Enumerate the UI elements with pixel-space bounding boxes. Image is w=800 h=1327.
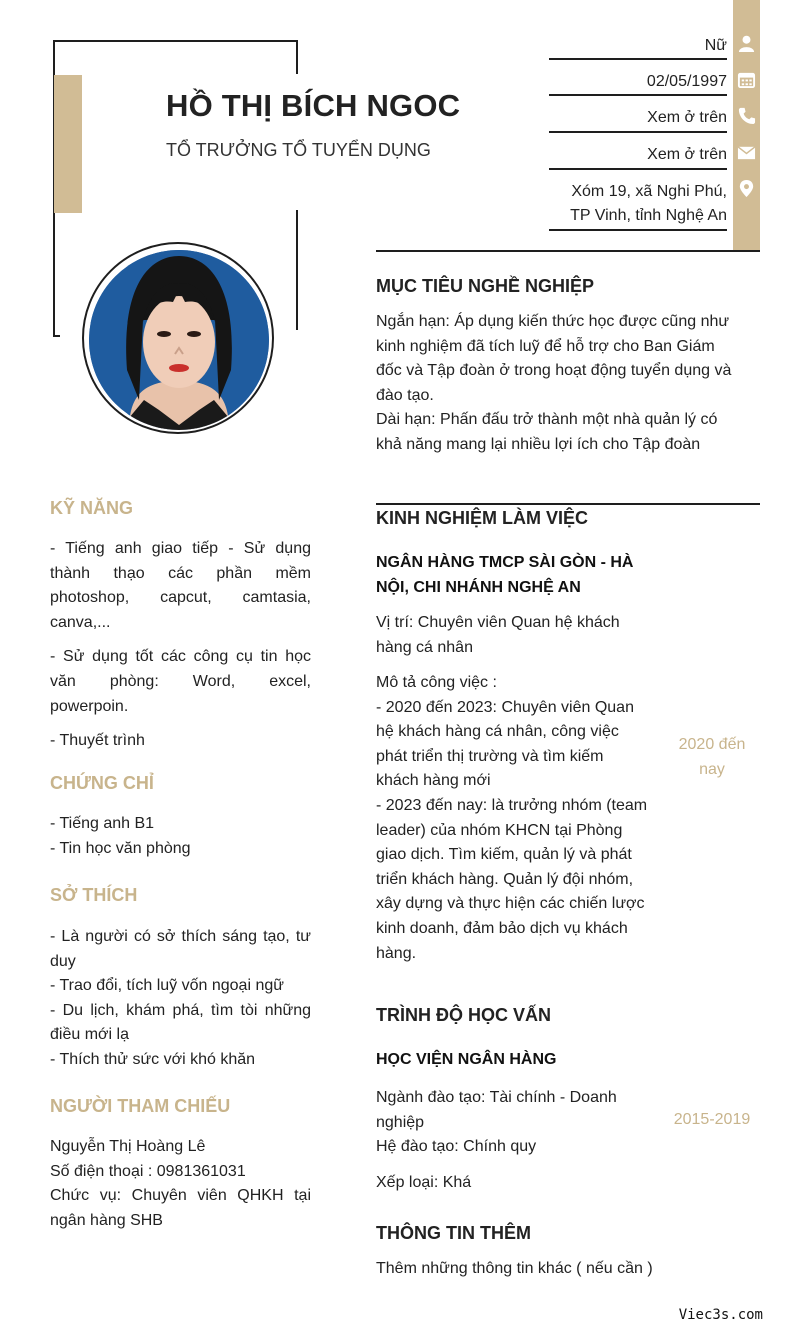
education-grade: Xếp loại: Khá [376, 1174, 472, 1191]
hobby-line: - Thích thử sức với khó khăn [50, 1050, 256, 1068]
mail-icon [737, 143, 756, 162]
contact-gender: Nữ [704, 37, 727, 54]
objective-line: Ngắn hạn: Áp dụng kiến thức học được cũng như [376, 313, 730, 330]
hobbies-title: SỞ THÍCH [50, 885, 138, 905]
company-name-line: NỘI, CHI NHÁNH NGHỆ AN [376, 578, 581, 596]
position-line: hàng cá nhân [376, 638, 473, 656]
skill-item [50, 645, 311, 719]
experience-title: KINH NGHIỆM LÀM VIỆC [376, 508, 589, 528]
description-line: hàng. [376, 944, 417, 962]
objective-text [376, 310, 760, 458]
hobbies-list [50, 925, 311, 1073]
skill-line: photoshop, capcut, camtasia, [50, 589, 311, 607]
company-name-line: NGÂN HÀNG TMCP SÀI GÒN - HÀ [376, 554, 634, 571]
portrait-illustration [89, 250, 269, 430]
contact-divider [549, 94, 727, 96]
contact-divider [549, 229, 727, 231]
contact-phone: Xem ở trên [647, 109, 727, 126]
skill-line: canva,... [50, 613, 111, 631]
phone-icon [737, 106, 756, 125]
skill-line: - Tiếng anh giao tiếp - Sử dụng [50, 540, 311, 557]
objective-line: đào tạo. [376, 386, 434, 404]
school-name: HỌC VIỆN NGÂN HÀNG [376, 1051, 557, 1068]
skill-line: thành thạo các phần mềm [50, 564, 311, 582]
skills-list [50, 537, 311, 754]
skill-item: - Thuyết trình [50, 732, 145, 750]
skill-line: powerpoin. [50, 697, 129, 715]
reference-line: Số điện thoại : 0981361031 [50, 1162, 246, 1180]
education-details [376, 1086, 617, 1160]
education-date: 2015-2019 [673, 1111, 751, 1128]
hobby-line: điều mới lạ [50, 1026, 129, 1044]
objective-line: khả năng mang lại nhiều lợi ích cho Tập đoàn [376, 435, 701, 453]
description-line: kinh doanh, đảm bảo dịch vụ khách [376, 919, 628, 937]
avatar [89, 250, 269, 430]
description-line: leader) của nhóm KHCN tại Phòng [376, 821, 623, 839]
contact-divider [549, 58, 727, 60]
description-line: Mô tả công việc : [376, 674, 497, 691]
reference-line: Chức vụ: Chuyên viên QHKH tại [50, 1187, 311, 1205]
hobby-line: - Trao đổi, tích luỹ vốn ngoại ngữ [50, 977, 284, 995]
user-icon [737, 34, 756, 53]
education-major-line: nghiệp [376, 1113, 425, 1131]
contact-divider [549, 131, 727, 133]
position-line: Vị trí: Chuyên viên Quan hệ khách [376, 614, 620, 631]
additional-text: Thêm những thông tin khác ( nếu cần ) [376, 1260, 653, 1277]
objective-line: đốc và Tập đoàn ở trong hoạt động tuyển dụng và [376, 362, 732, 380]
position [376, 611, 620, 660]
contact-divider [549, 168, 727, 170]
additional-title: THÔNG TIN THÊM [376, 1223, 531, 1243]
section-divider [376, 250, 760, 252]
hobby-line: duy [50, 952, 76, 970]
skill-item [50, 537, 311, 635]
education-title: TRÌNH ĐỘ HỌC VẤN [376, 1005, 551, 1025]
footer-brand: Viec3s.com [678, 1307, 763, 1323]
skill-line: văn phòng: Word, excel, [50, 672, 311, 690]
section-divider [376, 503, 760, 505]
reference-line: ngân hàng SHB [50, 1211, 163, 1229]
contact-email: Xem ở trên [647, 146, 727, 163]
experience-date-line: 2020 đến [678, 736, 746, 753]
certificates-list [50, 812, 191, 861]
hobby-line: - Du lịch, khám phá, tìm tòi những [50, 1001, 311, 1019]
skill-line: - Sử dụng tốt các công cụ tin học [50, 648, 311, 666]
location-icon [737, 179, 756, 198]
description-line: hệ khách hàng cá nhân, công việc [376, 723, 619, 741]
experience-date-line: nay [699, 760, 725, 778]
description-line: giao dịch. Tìm kiếm, quản lý và phát [376, 846, 632, 864]
description-line: - 2020 đến 2023: Chuyên viên Quan [376, 698, 634, 716]
job-description [376, 671, 671, 966]
description-line: khách hàng mới [376, 772, 491, 790]
education-mode: Hệ đào tạo: Chính quy [376, 1138, 537, 1156]
contact-birthday: 02/05/1997 [646, 73, 727, 90]
description-line: phát triển thị trường và tìm kiếm [376, 747, 604, 765]
calendar-icon [737, 70, 756, 89]
contact-address-line2: TP Vinh, tỉnh Nghệ An [570, 207, 727, 224]
certificate-item: - Tin học văn phòng [50, 839, 191, 857]
certificate-item: - Tiếng anh B1 [50, 815, 155, 832]
reference-line: Nguyễn Thị Hoàng Lê [50, 1138, 206, 1155]
hobby-line: - Là người có sở thích sáng tạo, tư [50, 928, 311, 945]
company-name [376, 551, 633, 600]
objective-line: kinh nghiệm đã tích luỹ để hỗ trợ cho Ban Giám [376, 337, 715, 355]
references-list [50, 1135, 311, 1233]
objective-line: Dài hạn: Phấn đấu trở thành một nhà quản lý có [376, 411, 718, 429]
contact-address-line1: Xóm 19, xã Nghi Phú, [571, 183, 727, 200]
certificates-title: CHỨNG CHỈ [50, 773, 154, 793]
description-line: triển khách hàng. Quản lý đội nhóm, [376, 870, 634, 888]
experience-date [662, 733, 762, 782]
references-title: NGƯỜI THAM CHIẾU [50, 1096, 231, 1116]
description-line: - 2023 đến nay: là trưởng nhóm (team [376, 796, 648, 814]
accent-bar [54, 75, 82, 213]
education-major-line: Ngành đào tạo: Tài chính - Doanh [376, 1089, 617, 1106]
candidate-name: HỒ THỊ BÍCH NGOC [166, 88, 461, 123]
description-line: xây dựng và thực hiện các chiến lược [376, 895, 645, 913]
objective-title: MỤC TIÊU NGHỀ NGHIỆP [376, 276, 595, 296]
skills-title: KỸ NĂNG [50, 498, 134, 518]
candidate-job-title: TỔ TRƯỞNG TỔ TUYỂN DỤNG [166, 140, 431, 160]
